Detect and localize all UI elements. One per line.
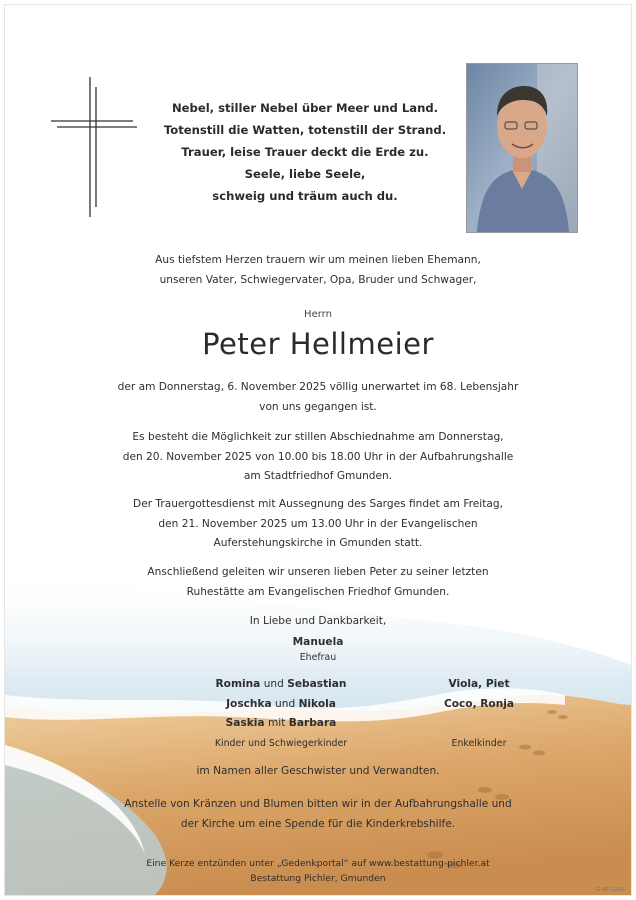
intro-text [5,251,631,290]
children-role: Kinder und Schwiegerkinder [214,737,348,749]
farewell-line: den 20. November 2025 von 10.00 bis 18.00 Uhr in der Aufbahrungshalle [122,450,514,463]
service-line: Auferstehungskirche in Gmunden statt. [213,537,423,549]
donation-line: Anstelle von Kränzen und Blumen bitten wir in der Aufbahrungshalle und [124,798,512,810]
intro-line: Aus tiefstem Herzen trauern wir um meinen lieben Ehemann, [155,254,481,266]
service-line: den 21. November 2025 um 13.00 Uhr in der Evangelischen [158,517,478,530]
cross-icon [49,77,139,217]
children-block [181,675,381,753]
child-name: Nikola [298,697,336,710]
spouse-name: Manuela [292,636,344,648]
farewell-text [5,428,631,487]
child-name: Joschka [226,697,272,710]
conjunction: und [275,697,296,710]
grandchildren-block [419,675,539,753]
death-notice-line: von uns gegangen ist. [259,400,377,413]
farewell-line: Es besteht die Möglichkeit zur stillen Abschiednahme am Donnerstag, [132,431,504,443]
children-line [181,714,381,734]
farewell-line: am Stadtfriedhof Gmunden. [243,470,393,482]
footer-line: Eine Kerze entzünden unter „Gedenkportal“ auf www.bestattung-pichler.at [146,858,490,869]
child-name: Saskia [225,717,265,729]
footer-line: Bestattung Pichler, Gmunden [250,873,386,884]
poem-line: Totenstill die Watten, totenstill der Strand. [163,123,447,137]
grandchildren-role: Enkelkinder [451,737,507,749]
poem [155,97,455,207]
poem-line: Seele, liebe Seele, [244,167,366,181]
poem-line: Nebel, stiller Nebel über Meer und Land. [171,101,439,115]
death-notice-line: der am Donnerstag, 6. November 2025 völlig unerwartet im 68. Lebensjahr [117,381,519,393]
portrait-photo [466,63,578,233]
relatives-text: im Namen aller Geschwister und Verwandten. [196,765,440,777]
poem-line: Trauer, leise Trauer deckt die Erde zu. [181,145,429,159]
spouse-block [5,634,631,666]
death-notice [5,378,631,417]
footer [5,856,631,886]
closing-text: In Liebe und Dankbarkeit, [249,615,387,627]
children-line [181,675,381,695]
deceased-name: Peter Hellmeier [202,327,434,361]
conjunction: mit [267,717,286,729]
child-name: Barbara [288,717,337,729]
donation-line: der Kirche um eine Spende für die Kinderkrebshilfe. [180,817,456,830]
poem-line: schweig und träum auch du. [212,189,398,203]
child-name: Sebastian [287,678,347,690]
service-line: Der Trauergottesdienst mit Aussegnung des Sarges findet am Freitag, [133,498,503,510]
service-text [5,495,631,554]
obituary-page [4,4,632,896]
children-line [181,695,381,715]
intro-line: unseren Vater, Schwiegervater, Opa, Bruder und Schwager, [159,273,477,286]
spouse-role: Ehefrau [299,652,337,663]
donation-text [5,795,631,834]
salutation: Herrn [304,309,332,320]
conjunction: und [263,678,284,690]
burial-line: Anschließend geleiten wir unseren lieben Peter zu seiner letzten [147,566,489,578]
child-name: Romina [215,678,261,690]
burial-line: Ruhestätte am Evangelischen Friedhof Gmunden. [186,585,450,598]
print-code: G-KF 1262 [596,887,625,893]
grandchildren-line: Viola, Piet [448,678,510,690]
grandchildren-line: Coco, Ronja [443,697,515,710]
burial-text [5,563,631,602]
